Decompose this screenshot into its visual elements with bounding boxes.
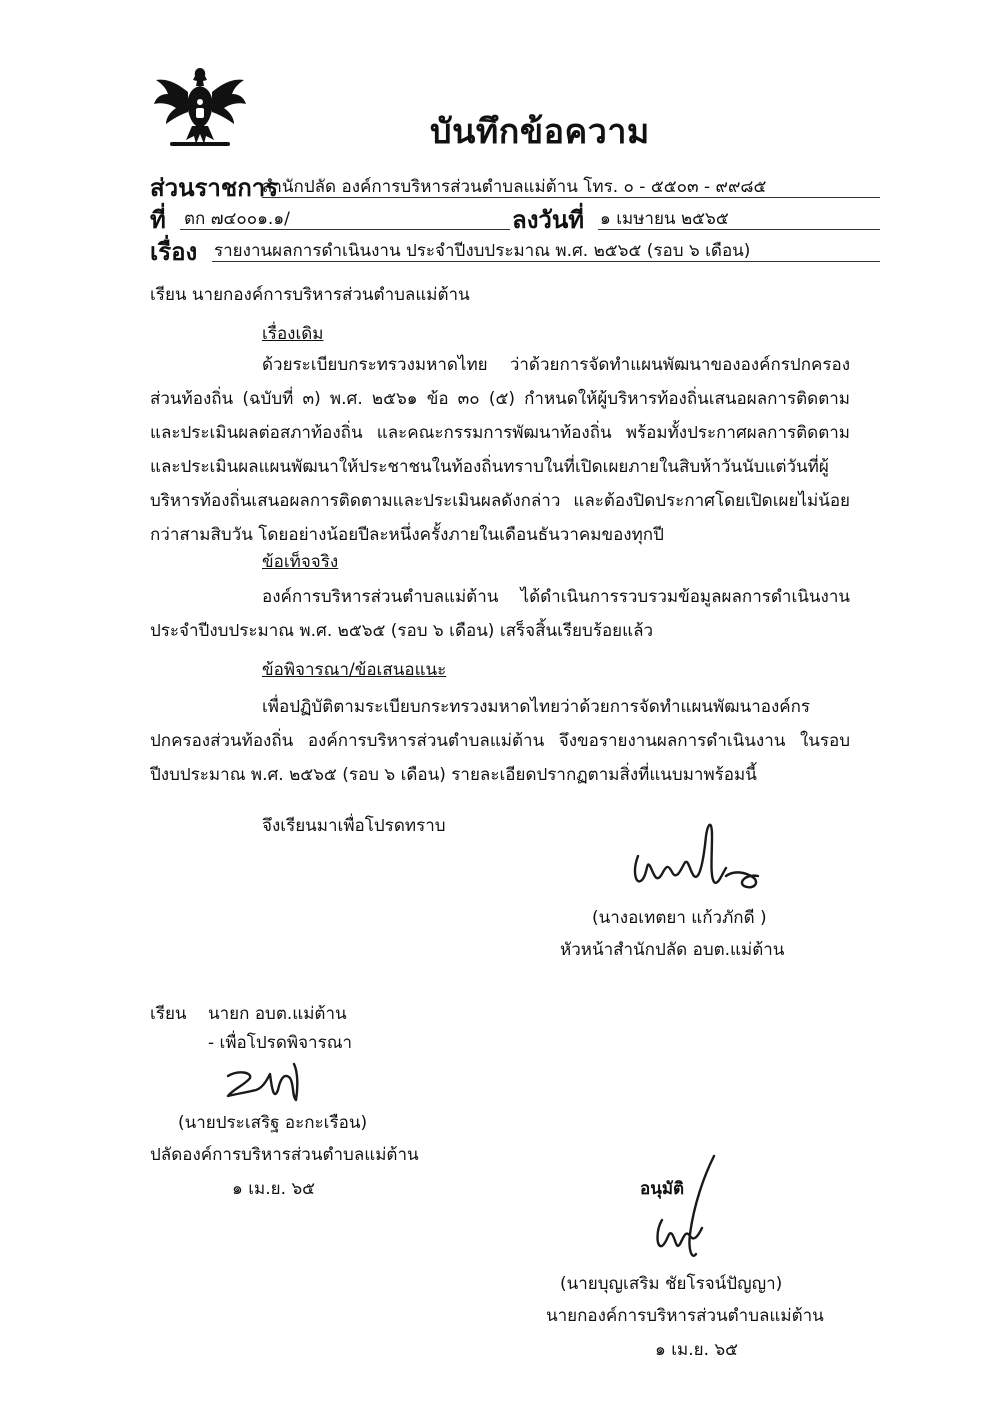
ref-value: ตก ๗๔๐๐๑.๑/ (184, 209, 290, 229)
background-text: ด้วยระเบียบกระทรวงมหาดไทย ว่าด้วยการจัดทำแผนพัฒนาขององค์กรปกครองส่วนท้องถิ่น (ฉบับที่ ๓) พ.ศ. ๒๕๖๑ ข้อ ๓๐ (๕) กำหนดให้ผู้บริหารท้องถิ่นเสนอผลการติดตามและประเมินผลต่อสภาท้องถิ่น และคณะกรรมการพัฒนาท้องถิ่น พร้อมทั้งประกาศผลการติดตามและประเมินผลแผนพัฒนาให้ประชาชนในท้องถิ่นทราบในที่เปิดเผยภายในสิบห้าวันนับแต่วันที่ผู้บริหารท้องถิ่นเสนอผลการติดตามและประเมินผลดังกล่าว และต้องปิดประกาศโดยเปิดเผยไม่น้อยกว่าสามสิบวัน โดยอย่างน้อยปีละหนึ่งครั้งภายในเดือนธันวาคมของทุกปี (150, 355, 850, 545)
facts-heading: ข้อเท็จจริง (262, 552, 339, 572)
ref-underline (180, 229, 510, 230)
agency-value: สำนักปลัด องค์การบริหารส่วนตำบลแม่ต้าน โทร. ๐ - ๕๕๐๓ - ๙๙๘๕ (262, 177, 767, 197)
date-underline (598, 229, 880, 230)
recommend-paragraph (150, 690, 850, 792)
endorse-note: - เพื่อโปรดพิจารณา (208, 1033, 353, 1053)
closing-text: จึงเรียนมาเพื่อโปรดทราบ (262, 816, 446, 836)
endorse-date: ๑ เม.ย. ๖๕ (232, 1179, 316, 1199)
background-paragraph (150, 348, 850, 552)
date-label: ลงวันที่ (512, 206, 585, 234)
agency-label: ส่วนราชการ (150, 174, 279, 202)
date-value: ๑ เมษายน ๒๕๖๕ (600, 209, 729, 229)
recommend-text: เพื่อปฏิบัติตามระเบียบกระทรวงมหาดไทยว่าด้วยการจัดทำแผนพัฒนาองค์กรปกครองส่วนท้องถิ่น องค์การบริหารส่วนตำบลแม่ต้าน จึงขอรายงานผลการดำเนินงาน ในรอบปีงบประมาณ พ.ศ. ๒๕๖๕ (รอบ ๖ เดือน) รายละเอียดปรากฏตามสิ่งที่แนบมาพร้อมนี้ (150, 697, 850, 785)
subject-value: รายงานผลการดำเนินงาน ประจำปีงบประมาณ พ.ศ. ๒๕๖๕ (รอบ ๖ เดือน) (214, 241, 751, 261)
endorse-to-label: เรียน (150, 1004, 187, 1024)
approval-name: (นายบุญเสริม ชัยโรจน์ปัญญา) (560, 1274, 783, 1294)
memo-title: บันทึกข้อความ (430, 112, 650, 152)
endorse-to-value: นายก อบต.แม่ต้าน (208, 1004, 347, 1024)
background-heading: เรื่องเดิม (262, 324, 324, 344)
garuda-emblem-icon (150, 62, 250, 148)
signature-1-icon (628, 816, 778, 896)
facts-paragraph (150, 580, 850, 648)
endorse-position: ปลัดองค์การบริหารส่วนตำบลแม่ต้าน (150, 1145, 419, 1165)
salutation: เรียน นายกองค์การบริหารส่วนตำบลแม่ต้าน (150, 285, 470, 305)
subject-label: เรื่อง (150, 238, 198, 266)
approval-label: อนุมัติ (640, 1179, 685, 1199)
signature-3-icon (650, 1150, 740, 1270)
endorse-name: (นายประเสริฐ อะกะเรือน) (178, 1113, 368, 1133)
approval-position: นายกองค์การบริหารส่วนตำบลแม่ต้าน (546, 1306, 824, 1326)
signatory1-position: หัวหน้าสำนักปลัด อบต.แม่ต้าน (560, 940, 785, 960)
facts-text: องค์การบริหารส่วนตำบลแม่ต้าน ได้ดำเนินการรวบรวมข้อมูลผลการดำเนินงานประจำปีงบประมาณ พ.ศ. ๒๕๖๕ (รอบ ๖ เดือน) เสร็จสิ้นเรียบร้อยแล้ว (150, 587, 850, 641)
agency-underline (262, 197, 880, 198)
signatory1-name: (นางอเทตยา แก้วภักดี ) (592, 908, 767, 928)
signature-2-icon (222, 1060, 312, 1110)
approval-date: ๑ เม.ย. ๖๕ (655, 1340, 739, 1360)
ref-label: ที่ (150, 206, 166, 234)
subject-underline (212, 261, 880, 262)
recommend-heading: ข้อพิจารณา/ข้อเสนอแนะ (262, 660, 447, 680)
